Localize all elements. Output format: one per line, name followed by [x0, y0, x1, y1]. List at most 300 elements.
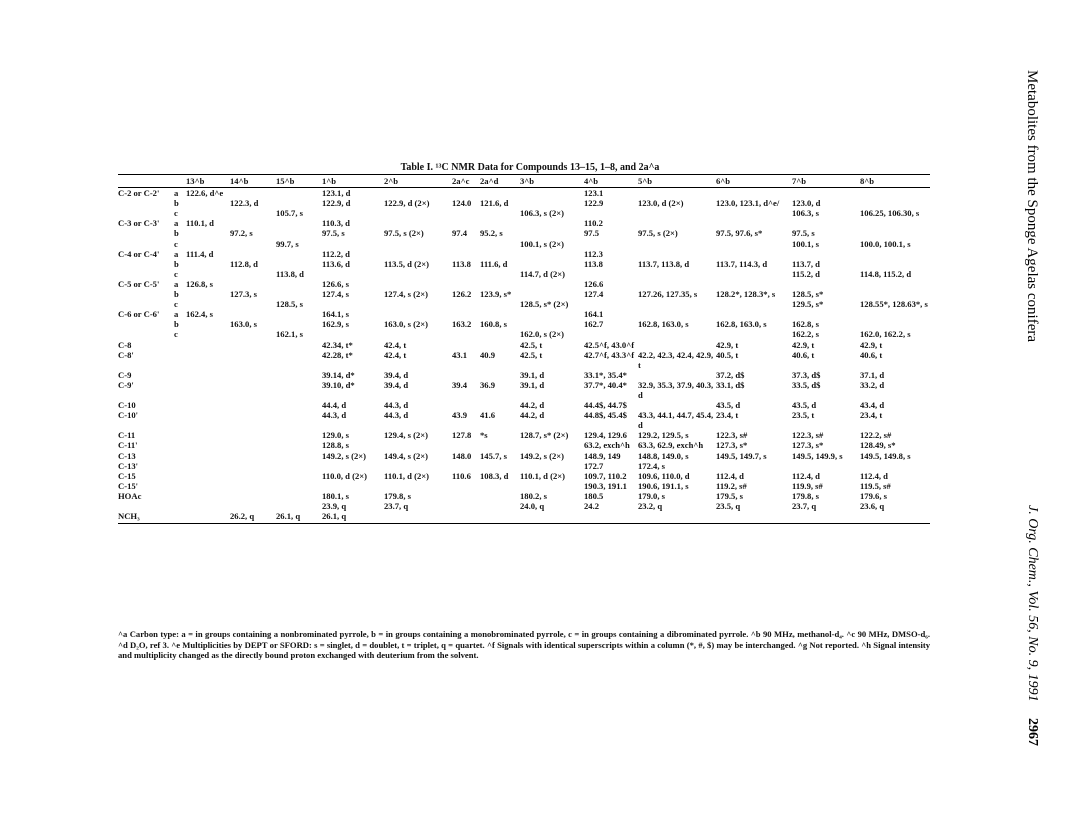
- carbon-type: c: [174, 268, 178, 279]
- table-cell: 114.8, 115.2, d: [860, 268, 912, 279]
- table-caption: Table I. ¹³C NMR Data for Compounds 13–15, 1–8, and 2a^a: [400, 162, 660, 173]
- table-cell: 119.5, s#: [860, 480, 891, 491]
- table-cell: 162.8, 163.0, s: [716, 319, 767, 330]
- table-cell: [860, 188, 930, 199]
- table-cell: 39.14, d*: [322, 369, 355, 380]
- table-cell: 43.5, d: [792, 400, 817, 411]
- table-cell: [230, 218, 276, 228]
- table-cell: 172.4, s: [638, 460, 665, 471]
- row-label: C-13': [118, 460, 139, 471]
- table-cell: [384, 481, 452, 491]
- table-cell: 23.6, q: [860, 501, 885, 511]
- table-cell: 43.5, d: [716, 400, 741, 411]
- row-label: [118, 198, 174, 208]
- table-cell: 119.2, s#: [716, 480, 747, 491]
- table-cell: 23.9, q: [322, 501, 347, 511]
- carbon-type: [174, 491, 186, 501]
- table-cell: 23.7, q: [792, 501, 817, 511]
- table-cell: [276, 440, 322, 450]
- carbon-type: a: [174, 278, 179, 289]
- table-cell: [186, 259, 230, 269]
- row-label: C-15: [118, 470, 136, 481]
- table-cell: 129.0, s: [322, 430, 349, 441]
- table-cell: 162.7: [584, 319, 604, 330]
- table-cell: [276, 198, 322, 208]
- table-cell: 112.3: [584, 248, 603, 259]
- table-cell: 97.5: [584, 228, 600, 239]
- table-cell: 163.0, s: [230, 319, 257, 330]
- table-cell: 149.5, 149.9, s: [792, 450, 843, 461]
- table-cell: 44.3, d: [384, 410, 409, 421]
- table-cell: 42.9, t: [792, 339, 815, 350]
- row-label: C-4 or C-4': [118, 248, 160, 259]
- table-cell: 106.25, 106.30, s: [860, 208, 920, 219]
- table-cell: [452, 400, 480, 410]
- row-label: C-8: [118, 339, 132, 350]
- table-cell: 44.4, d: [322, 400, 347, 411]
- row-label: [118, 239, 174, 249]
- table-cell: [638, 329, 716, 339]
- table-cell: [480, 279, 520, 289]
- table-cell: [384, 218, 452, 228]
- table-cell: [186, 340, 230, 350]
- carbon-type: [174, 471, 186, 481]
- table-cell: [520, 249, 584, 259]
- carbon-type: [174, 440, 186, 450]
- table-row: [118, 299, 930, 309]
- table-cell: 110.1, d (2×): [520, 470, 566, 481]
- row-label: C-11: [118, 430, 136, 441]
- table-row: [118, 319, 930, 329]
- table-cell: 149.2, s (2×): [322, 450, 367, 461]
- column-header: 6^b: [716, 175, 792, 188]
- table-cell: 39.4: [452, 379, 468, 390]
- column-header: 2^b: [384, 175, 452, 188]
- table-cell: 129.4, 129.6: [584, 430, 627, 441]
- table-cell: 162.1, s: [276, 329, 303, 340]
- table-cell: [186, 501, 230, 511]
- table-cell: 128.8, s: [322, 440, 349, 451]
- carbon-type: b: [174, 319, 179, 330]
- table-cell: [186, 380, 230, 400]
- table-cell: 23.7, q: [384, 501, 409, 511]
- table-cell: [480, 461, 520, 471]
- row-label: [118, 319, 174, 329]
- table-cell: [230, 410, 276, 430]
- column-header: 4^b: [584, 175, 638, 188]
- table-row: [118, 279, 930, 289]
- table-row: [118, 198, 930, 208]
- table-cell: 128.5, s*: [792, 289, 824, 300]
- table-cell: [452, 340, 480, 350]
- table-cell: 99.7, s: [276, 238, 299, 249]
- table-cell: [716, 208, 792, 218]
- row-label: C-9: [118, 369, 132, 380]
- table-cell: 110.1, d (2×): [384, 470, 430, 481]
- table-cell: [230, 299, 276, 309]
- table-row: [118, 461, 930, 471]
- table-cell: [480, 481, 520, 491]
- table-cell: 33.5, d$: [792, 379, 821, 390]
- table-cell: [452, 440, 480, 450]
- table-cell: [230, 350, 276, 370]
- table-cell: [520, 279, 584, 289]
- table-cell: 122.3, d: [230, 198, 259, 209]
- table-cell: 163.0, s (2×): [384, 319, 429, 330]
- table-cell: 44.2, d: [520, 400, 545, 411]
- table-cell: 43.1: [452, 349, 468, 360]
- table-row: [118, 259, 930, 269]
- table-cell: [480, 249, 520, 259]
- table-cell: 127.8: [452, 430, 472, 441]
- table-cell: [452, 269, 480, 279]
- carbon-type: [174, 410, 186, 430]
- table-cell: [276, 188, 322, 199]
- table-cell: [638, 370, 716, 380]
- row-label: C-10': [118, 410, 139, 421]
- carbon-type: [174, 380, 186, 400]
- table-cell: 162.9, s: [322, 319, 349, 330]
- table-cell: 112.4, d: [860, 470, 888, 481]
- row-label: [118, 208, 174, 218]
- carbon-type: c: [174, 238, 178, 249]
- table-cell: [860, 228, 930, 238]
- table-cell: [638, 299, 716, 309]
- table-cell: 128.5, s* (2×): [520, 299, 569, 310]
- table-row: [118, 410, 930, 430]
- table-cell: 43.4, d: [860, 400, 885, 411]
- table-cell: 97.5, s (2×): [384, 228, 424, 239]
- table-cell: 113.8: [452, 258, 471, 269]
- table-cell: [792, 218, 860, 228]
- table-cell: 113.7, d: [792, 258, 820, 269]
- table-cell: 109.7, 110.2: [584, 470, 627, 481]
- table-cell: [384, 329, 452, 339]
- table-cell: [860, 319, 930, 329]
- table-cell: [860, 259, 930, 269]
- table-cell: [186, 481, 230, 491]
- column-header: 13^b: [186, 175, 230, 188]
- table-cell: [452, 208, 480, 218]
- column-header: 8^b: [860, 175, 930, 188]
- table-cell: 42.5^f, 43.0^f: [584, 339, 635, 350]
- table-cell: [716, 309, 792, 319]
- table-cell: [276, 228, 322, 238]
- table-cell: [860, 218, 930, 228]
- table-cell: 122.9, d (2×): [384, 198, 430, 209]
- table-row: [118, 511, 930, 524]
- table-cell: [384, 461, 452, 471]
- carbon-type: c: [174, 329, 178, 340]
- column-header: 15^b: [276, 175, 322, 188]
- table-cell: [792, 309, 860, 319]
- table-cell: 39.1, d: [520, 379, 545, 390]
- table-cell: [186, 461, 230, 471]
- table-cell: [520, 289, 584, 299]
- table-cell: 112.8, d: [230, 258, 258, 269]
- table-cell: 42.28, t*: [322, 349, 353, 360]
- table-cell: [584, 208, 638, 218]
- carbon-type: b: [174, 198, 179, 209]
- table-cell: 128.7, s* (2×): [520, 430, 569, 441]
- table-cell: [276, 259, 322, 269]
- table-cell: [230, 329, 276, 339]
- table-cell: 42.5, t: [520, 339, 543, 350]
- table-cell: 63.2, exch^h: [584, 440, 630, 451]
- table-cell: 97.4: [452, 228, 468, 239]
- table-cell: [230, 208, 276, 218]
- table-cell: [230, 440, 276, 450]
- table-cell: [276, 380, 322, 400]
- table-cell: [384, 188, 452, 199]
- table-cell: [638, 208, 716, 218]
- table-cell: 124.0: [452, 198, 472, 209]
- table-cell: [716, 218, 792, 228]
- table-cell: [186, 329, 230, 339]
- table-cell: [276, 319, 322, 329]
- table-cell: [322, 481, 384, 491]
- table-cell: [276, 451, 322, 461]
- table-cell: 110.0, d (2×): [322, 470, 368, 481]
- table-cell: 123.0, 123.1, d^e/: [716, 198, 780, 209]
- carbon-type: [174, 461, 186, 471]
- table-cell: 44.2, d: [520, 410, 545, 421]
- table-cell: [584, 299, 638, 309]
- table-cell: [322, 299, 384, 309]
- table-cell: 179.6, s: [860, 490, 887, 501]
- table-row: [118, 451, 930, 461]
- row-label: C-5 or C-5': [118, 278, 160, 289]
- table-cell: 148.8, 149.0, s: [638, 450, 689, 461]
- table-cell: [384, 208, 452, 218]
- table-cell: [230, 239, 276, 249]
- table-cell: [276, 279, 322, 289]
- table-cell: 162.2, s: [792, 329, 819, 340]
- table-cell: [230, 380, 276, 400]
- carbon-type: [174, 340, 186, 350]
- table-row: [118, 430, 930, 440]
- table-cell: 110.6: [452, 470, 471, 481]
- page-number: 2967: [1025, 718, 1040, 746]
- column-header: 2a^c: [452, 175, 480, 188]
- table-cell: 127.3, s: [230, 289, 257, 300]
- table-cell: [276, 370, 322, 380]
- table-row: [118, 218, 930, 228]
- column-header: 2a^d: [480, 175, 520, 188]
- carbon-type: a: [174, 218, 179, 229]
- table-body: [118, 188, 930, 524]
- table-cell: [230, 471, 276, 481]
- table-cell: [322, 269, 384, 279]
- table-cell: [520, 440, 584, 450]
- table-cell: [860, 289, 930, 299]
- table-cell: [186, 400, 230, 410]
- carbon-type: [174, 451, 186, 461]
- table-cell: 114.7, d (2×): [520, 268, 566, 279]
- table-cell: 128.5, s: [276, 299, 303, 310]
- table-cell: [230, 430, 276, 440]
- table-cell: 179.8, s: [384, 490, 411, 501]
- table-cell: [452, 501, 480, 511]
- column-header: 14^b: [230, 175, 276, 188]
- table-cell: 97.5, s: [322, 228, 345, 239]
- table-cell: 180.5: [584, 490, 604, 501]
- table-cell: [276, 400, 322, 410]
- table-cell: [322, 239, 384, 249]
- table-cell: [638, 249, 716, 259]
- table-cell: 113.8, d: [276, 268, 304, 279]
- table-cell: [792, 511, 860, 524]
- table-cell: [638, 218, 716, 228]
- table-cell: 37.2, d$: [716, 369, 745, 380]
- table-cell: 23.2, q: [638, 501, 663, 511]
- table-cell: [384, 309, 452, 319]
- table-row: [118, 481, 930, 491]
- carbon-type: [174, 501, 186, 511]
- table-cell: 26.2, q: [230, 511, 276, 524]
- table-cell: 128.2*, 128.3*, s: [716, 289, 776, 300]
- table-cell: [230, 309, 276, 319]
- table-cell: [638, 511, 716, 524]
- row-label: C-10: [118, 400, 136, 411]
- table-cell: 172.7: [584, 460, 604, 471]
- table-row: [118, 188, 930, 199]
- table-cell: 42.4, t: [384, 349, 407, 360]
- table-cell: 148.9, 149: [584, 450, 621, 461]
- table-cell: [276, 481, 322, 491]
- table-cell: 149.5, 149.8, s: [860, 450, 911, 461]
- column-header: [118, 175, 174, 188]
- table-cell: [230, 340, 276, 350]
- table-row: [118, 501, 930, 511]
- table-cell: [716, 299, 792, 309]
- table-cell: [860, 198, 930, 208]
- table-cell: [322, 329, 384, 339]
- table-cell: 33.2, d: [860, 379, 885, 390]
- table-cell: [716, 279, 792, 289]
- table-cell: 33.1, d$: [716, 379, 745, 390]
- table-row: [118, 370, 930, 380]
- table-cell: 100.1, s (2×): [520, 238, 565, 249]
- table-row: [118, 440, 930, 450]
- table-cell: 179.0, s: [638, 490, 665, 501]
- table-cell: 36.9: [480, 379, 496, 390]
- table-cell: [480, 400, 520, 410]
- table-cell: 180.2, s: [520, 490, 547, 501]
- carbon-type: b: [174, 289, 179, 300]
- table-cell: [186, 410, 230, 430]
- row-label: NCH₃: [118, 511, 174, 524]
- table-cell: 162.4, s: [186, 309, 213, 320]
- table-cell: [716, 511, 792, 524]
- table-cell: [480, 208, 520, 218]
- table-cell: *s: [480, 430, 488, 441]
- carbon-type: [174, 430, 186, 440]
- table-cell: [452, 491, 480, 501]
- carbon-type: c: [174, 299, 178, 310]
- carbon-type: [174, 511, 186, 524]
- table-cell: 43.9: [452, 410, 468, 421]
- table-cell: 44.3, d: [322, 410, 347, 421]
- table-cell: [230, 491, 276, 501]
- nmr-data-table: [118, 174, 930, 524]
- table-cell: [384, 249, 452, 259]
- table-cell: 123.9, s*: [480, 289, 512, 300]
- table-cell: 42.9, t: [716, 339, 739, 350]
- table-cell: 100.0, 100.1, s: [860, 238, 911, 249]
- table-cell: [452, 279, 480, 289]
- table-cell: 121.6, d: [480, 198, 509, 209]
- table-cell: [452, 370, 480, 380]
- table-cell: [186, 239, 230, 249]
- table-cell: [638, 239, 716, 249]
- table-cell: [520, 228, 584, 238]
- column-header: 5^b: [638, 175, 716, 188]
- table-cell: 24.0, q: [520, 501, 545, 511]
- table-cell: [860, 461, 930, 471]
- row-label: C-3 or C-3': [118, 218, 160, 229]
- table-row: [118, 350, 930, 370]
- table-cell: 97.2, s: [230, 228, 253, 239]
- table-cell: 122.9, d: [322, 198, 351, 209]
- table-cell: [520, 259, 584, 269]
- table-cell: [276, 471, 322, 481]
- table-cell: [276, 491, 322, 501]
- table-cell: 126.8, s: [186, 278, 213, 289]
- table-cell: [716, 249, 792, 259]
- table-cell: [230, 501, 276, 511]
- table-cell: 127.3, s*: [716, 440, 748, 451]
- table-cell: [186, 471, 230, 481]
- table-cell: 127.3, s*: [792, 440, 824, 451]
- carbon-type: [174, 370, 186, 380]
- table-cell: [322, 461, 384, 471]
- table-cell: 42.7^f, 43.3^f: [584, 349, 635, 360]
- table-cell: [276, 218, 322, 228]
- carbon-type: b: [174, 258, 179, 269]
- table-cell: 26.1, q: [276, 511, 322, 524]
- table-cell: 180.1, s: [322, 490, 349, 501]
- table-cell: 127.4, s (2×): [384, 289, 429, 300]
- table-cell: [276, 289, 322, 299]
- table-cell: [186, 228, 230, 238]
- table-cell: 40.5, t: [716, 349, 739, 360]
- table-cell: 163.2: [452, 319, 472, 330]
- row-label: [118, 329, 174, 339]
- table-cell: [638, 279, 716, 289]
- table-cell: [186, 269, 230, 279]
- table-cell: [230, 269, 276, 279]
- table-cell: [384, 279, 452, 289]
- table-cell: [480, 239, 520, 249]
- table-cell: [480, 340, 520, 350]
- table-cell: [186, 430, 230, 440]
- table-cell: 110.1, d: [186, 218, 214, 229]
- table-cell: [186, 208, 230, 218]
- table-cell: 113.7, 113.8, d: [638, 258, 690, 269]
- table-cell: 129.2, 129.5, s: [638, 430, 689, 441]
- table-cell: [716, 239, 792, 249]
- row-label: [118, 228, 174, 238]
- table-cell: [186, 350, 230, 370]
- table-cell: [638, 400, 716, 410]
- table-cell: 129.4, s (2×): [384, 430, 429, 441]
- table-cell: 40.6, t: [860, 349, 883, 360]
- table-cell: 179.8, s: [792, 490, 819, 501]
- table-cell: 149.5, 149.7, s: [716, 450, 767, 461]
- carbon-type: c: [174, 208, 178, 219]
- table-cell: [792, 279, 860, 289]
